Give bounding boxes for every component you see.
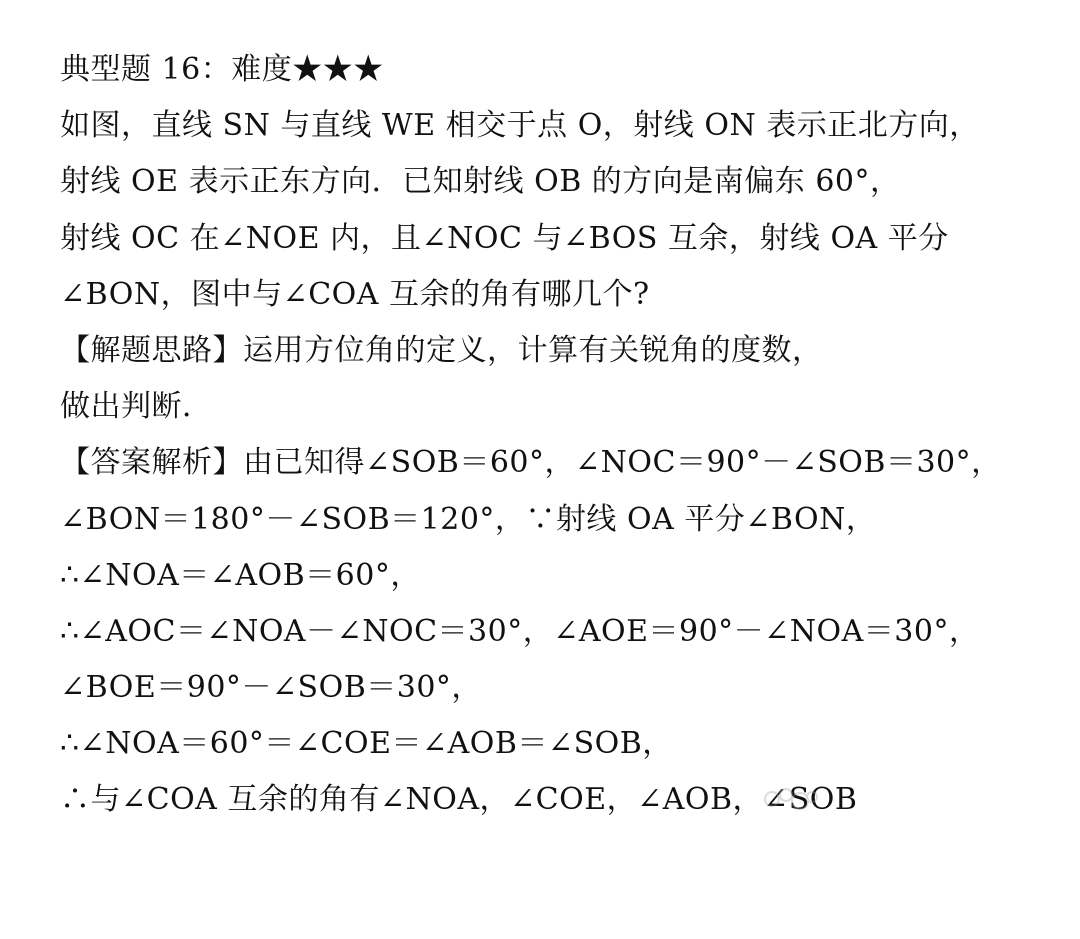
approach-line: 做出判断． (60, 389, 213, 425)
problem-line: 如图，直线 SN 与直线 WE 相交于点 O，射线 ON 表示正北方向， (60, 108, 980, 144)
answer-line: ∴∠AOC＝∠NOA－∠NOC＝30°，∠AOE＝90°－∠NOA＝30°， (60, 613, 980, 649)
problem-line: 射线 OC 在∠NOE 内，且∠NOC 与∠BOS 互余，射线 OA 平分 (60, 220, 949, 256)
problem-line: 射线 OE 表示正东方向．已知射线 OB 的方向是南偏东 60°， (60, 164, 901, 200)
problem-line: ∠BON，图中与∠COA 互余的角有哪几个? (60, 276, 650, 312)
problem-title: 典型题 16：难度★★★ (60, 52, 384, 87)
answer-line: ∠BON＝180°－∠SOB＝120°，∵射线 OA 平分∠BON， (60, 501, 877, 537)
approach-line: 【解题思路】运用方位角的定义，计算有关锐角的度数， (60, 332, 823, 368)
answer-line: ∠BOE＝90°－∠SOB＝30°， (60, 670, 482, 706)
answer-line: ∴∠NOA＝∠AOB＝60°， (60, 557, 421, 593)
answer-line: ∴与∠COA 互余的角有∠NOA，∠COE，∠AOB，∠SOB (60, 782, 858, 818)
document-body (60, 42, 1060, 829)
watermark-logo (760, 782, 820, 816)
answer-line: 【答案解析】由已知得∠SOB＝60°，∠NOC＝90°－∠SOB＝30°， (60, 445, 1002, 481)
answer-line: ∴∠NOA＝60°＝∠COE＝∠AOB＝∠SOB， (60, 726, 673, 762)
